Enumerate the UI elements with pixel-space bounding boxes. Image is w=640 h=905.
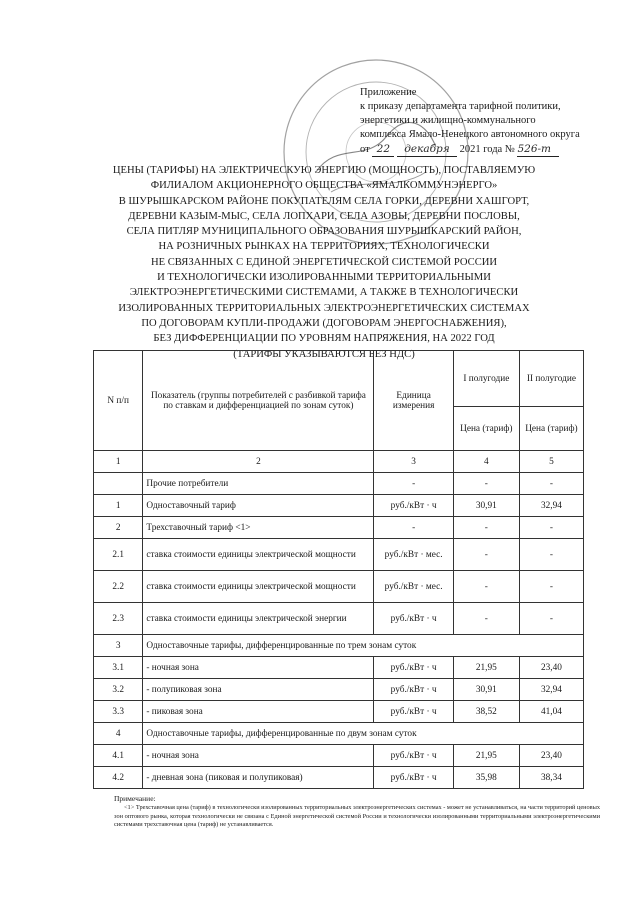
row-unit: руб./кВт · мес. bbox=[374, 571, 453, 603]
row-number: 3.1 bbox=[94, 657, 143, 679]
appendix-line-4: комплекса Ямало-Ненецкого автономного округа bbox=[360, 129, 580, 140]
table-header-row bbox=[94, 351, 584, 407]
appendix-line-2: к приказу департамента тарифной политики, bbox=[360, 101, 561, 112]
title-line: НА РОЗНИЧНЫХ РЫНКАХ НА ТЕРРИТОРИЯХ, ТЕХНОЛОГИЧЕСКИ bbox=[158, 241, 490, 253]
column-number: 4 bbox=[453, 451, 519, 473]
row-number: 4.1 bbox=[94, 745, 143, 767]
row-number: 3 bbox=[94, 635, 143, 657]
row-price-half2: - bbox=[519, 539, 583, 571]
row-price-half1: - bbox=[453, 473, 519, 495]
row-indicator: Трехставочный тариф <1> bbox=[143, 517, 374, 539]
header-indicator: Показатель (группы потребителей с разбивкой тарифа по ставкам и дифференциацией по зонам суток) bbox=[143, 351, 374, 451]
title-line: ИЗОЛИРОВАННЫХ ТЕРРИТОРИАЛЬНЫХ ЭЛЕКТРОЭНЕРГЕТИЧЕСКИХ СИСТЕМАХ bbox=[118, 302, 530, 314]
order-number: 526-т bbox=[517, 142, 559, 157]
table-row bbox=[94, 767, 584, 789]
title-line: ДЕРЕВНИ КАЗЫМ-МЫС, СЕЛА ЛОПХАРИ, СЕЛА АЗОВЫ, ДЕРЕВНИ ПОСЛОВЫ, bbox=[128, 210, 520, 222]
table-row bbox=[94, 745, 584, 767]
row-indicator: ставка стоимости единицы электрической мощности bbox=[143, 571, 374, 603]
table-row bbox=[94, 495, 584, 517]
title-line: ЭЛЕКТРОЭНЕРГЕТИЧЕСКИМИ СИСТЕМАМИ, А ТАКЖЕ В ТЕХНОЛОГИЧЕСКИ bbox=[129, 287, 519, 299]
row-price-half1: - bbox=[453, 539, 519, 571]
title-line: И ТЕХНОЛОГИЧЕСКИ ИЗОЛИРОВАННЫМИ ТЕРРИТОРИАЛЬНЫМИ bbox=[157, 272, 491, 284]
row-unit: руб./кВт · ч bbox=[374, 679, 453, 701]
table-row bbox=[94, 539, 584, 571]
title-line: БЕЗ ДИФФЕРЕНЦИАЦИИ ПО УРОВНЯМ НАПРЯЖЕНИЯ, НА 2022 ГОД bbox=[153, 333, 495, 345]
row-unit: руб./кВт · ч bbox=[374, 603, 453, 635]
row-number: 4 bbox=[94, 723, 143, 745]
row-price-half2: 32,94 bbox=[519, 679, 583, 701]
table-row bbox=[94, 603, 584, 635]
row-price-half1: 30,91 bbox=[453, 679, 519, 701]
date-prefix: от bbox=[360, 144, 370, 155]
row-price-half2: 38,34 bbox=[519, 767, 583, 789]
row-price-half2: 32,94 bbox=[519, 495, 583, 517]
row-price-half1: 30,91 bbox=[453, 495, 519, 517]
table-body bbox=[94, 473, 584, 789]
table-row bbox=[94, 473, 584, 495]
row-price-half2: - bbox=[519, 473, 583, 495]
tariff-table bbox=[93, 350, 584, 789]
row-number: 2.3 bbox=[94, 603, 143, 635]
table-row bbox=[94, 517, 584, 539]
header-price1: Цена (тариф) bbox=[453, 407, 519, 451]
row-price-half2: 41,04 bbox=[519, 701, 583, 723]
table-row bbox=[94, 635, 584, 657]
row-unit: - bbox=[374, 517, 453, 539]
appendix-line-3: энергетики и жилищно-коммунального bbox=[360, 115, 536, 126]
row-number: 1 bbox=[94, 495, 143, 517]
row-number bbox=[94, 473, 143, 495]
row-number: 4.2 bbox=[94, 767, 143, 789]
row-price-half1: 21,95 bbox=[453, 745, 519, 767]
table-row bbox=[94, 679, 584, 701]
row-price-half1: 21,95 bbox=[453, 657, 519, 679]
row-unit: руб./кВт · ч bbox=[374, 495, 453, 517]
row-price-half1: 38,52 bbox=[453, 701, 519, 723]
header-num: N п/п bbox=[94, 351, 143, 451]
row-indicator: - дневная зона (пиковая и полупиковая) bbox=[143, 767, 374, 789]
date-day: 22 bbox=[372, 142, 394, 157]
row-price-half2: 23,40 bbox=[519, 657, 583, 679]
row-indicator: Одноставочный тариф bbox=[143, 495, 374, 517]
row-price-half1: - bbox=[453, 517, 519, 539]
row-unit: руб./кВт · ч bbox=[374, 767, 453, 789]
title-line: (ТАРИФЫ УКАЗЫВАЮТСЯ БЕЗ НДС) bbox=[233, 348, 415, 360]
row-number: 3.2 bbox=[94, 679, 143, 701]
row-number: 3.3 bbox=[94, 701, 143, 723]
row-indicator: - пиковая зона bbox=[143, 701, 374, 723]
appendix-date-line bbox=[348, 142, 628, 157]
row-unit: руб./кВт · ч bbox=[374, 745, 453, 767]
row-price-half2: - bbox=[519, 571, 583, 603]
footnote-title: Примечание: bbox=[114, 794, 156, 803]
date-month: декабря bbox=[397, 142, 457, 157]
row-indicator: - полупиковая зона bbox=[143, 679, 374, 701]
header-price2: Цена (тариф) bbox=[519, 407, 583, 451]
appendix-line-1: Приложение bbox=[360, 87, 417, 98]
header-unit: Единица измерения bbox=[374, 351, 453, 451]
row-indicator: ставка стоимости единицы электрической энергии bbox=[143, 603, 374, 635]
column-number: 3 bbox=[374, 451, 453, 473]
table-row bbox=[94, 571, 584, 603]
table-row bbox=[94, 701, 584, 723]
table-row bbox=[94, 657, 584, 679]
row-price-half1: - bbox=[453, 571, 519, 603]
table-row bbox=[94, 723, 584, 745]
row-price-half2: 23,40 bbox=[519, 745, 583, 767]
footnote-body: <1> Трехставочная цена (тариф) в технологически изолированных территориальных электроэнергетических системах - может не устанавливаться, на части территорий ценовых зон оптового рынка, которая технологически не связана с Единой энергетической системой России и технологически изолированными территориальными электроэнергетическими системами трехставочная цена (тариф) не устанавливается. bbox=[114, 804, 600, 829]
title-line: СЕЛА ПИТЛЯР МУНИЦИПАЛЬНОГО ОБРАЗОВАНИЯ ШУРЫШКАРСКИЙ РАЙОН, bbox=[126, 226, 522, 238]
column-number-row bbox=[94, 451, 584, 473]
date-suffix: 2021 года № bbox=[459, 144, 515, 155]
header-half2: II полугодие bbox=[519, 351, 583, 407]
row-price-half1: 35,98 bbox=[453, 767, 519, 789]
row-indicator: Прочие потребители bbox=[143, 473, 374, 495]
row-indicator: Одноставочные тарифы, дифференцированные по двум зонам суток bbox=[143, 723, 584, 745]
row-indicator: Одноставочные тарифы, дифференцированные по трем зонам суток bbox=[143, 635, 584, 657]
row-indicator: ставка стоимости единицы электрической мощности bbox=[143, 539, 374, 571]
title-line: В ШУРЫШКАРСКОМ РАЙОНЕ ПОКУПАТЕЛЯМ СЕЛА ГОРКИ, ДЕРЕВНИ ХАШГОРТ, bbox=[118, 195, 530, 207]
row-number: 2.1 bbox=[94, 539, 143, 571]
row-price-half2: - bbox=[519, 603, 583, 635]
title-line: НЕ СВЯЗАННЫХ С ЕДИНОЙ ЭНЕРГЕТИЧЕСКОЙ СИСТЕМОЙ РОССИИ bbox=[150, 256, 498, 268]
row-number: 2.2 bbox=[94, 571, 143, 603]
title-line: ПО ДОГОВОРАМ КУПЛИ-ПРОДАЖИ (ДОГОВОРАМ ЭНЕРГОСНАБЖЕНИЯ), bbox=[141, 317, 507, 329]
row-price-half2: - bbox=[519, 517, 583, 539]
row-unit: - bbox=[374, 473, 453, 495]
title-line: ФИЛИАЛОМ АКЦИОНЕРНОГО ОБЩЕСТВА «ЯМАЛКОММУНЭНЕРГО» bbox=[150, 180, 498, 192]
header-half1: I полугодие bbox=[453, 351, 519, 407]
document-title bbox=[18, 163, 630, 362]
appendix-block bbox=[348, 86, 628, 157]
row-unit: руб./кВт · мес. bbox=[374, 539, 453, 571]
row-unit: руб./кВт · ч bbox=[374, 701, 453, 723]
row-indicator: - ночная зона bbox=[143, 657, 374, 679]
footnote bbox=[114, 795, 600, 830]
row-price-half1: - bbox=[453, 603, 519, 635]
column-number: 1 bbox=[94, 451, 143, 473]
row-indicator: - ночная зона bbox=[143, 745, 374, 767]
column-number: 2 bbox=[143, 451, 374, 473]
row-number: 2 bbox=[94, 517, 143, 539]
column-number: 5 bbox=[519, 451, 583, 473]
title-line: ЦЕНЫ (ТАРИФЫ) НА ЭЛЕКТРИЧЕСКУЮ ЭНЕРГИЮ (МОЩНОСТЬ), ПОСТАВЛЯЕМУЮ bbox=[112, 165, 536, 176]
row-unit: руб./кВт · ч bbox=[374, 657, 453, 679]
